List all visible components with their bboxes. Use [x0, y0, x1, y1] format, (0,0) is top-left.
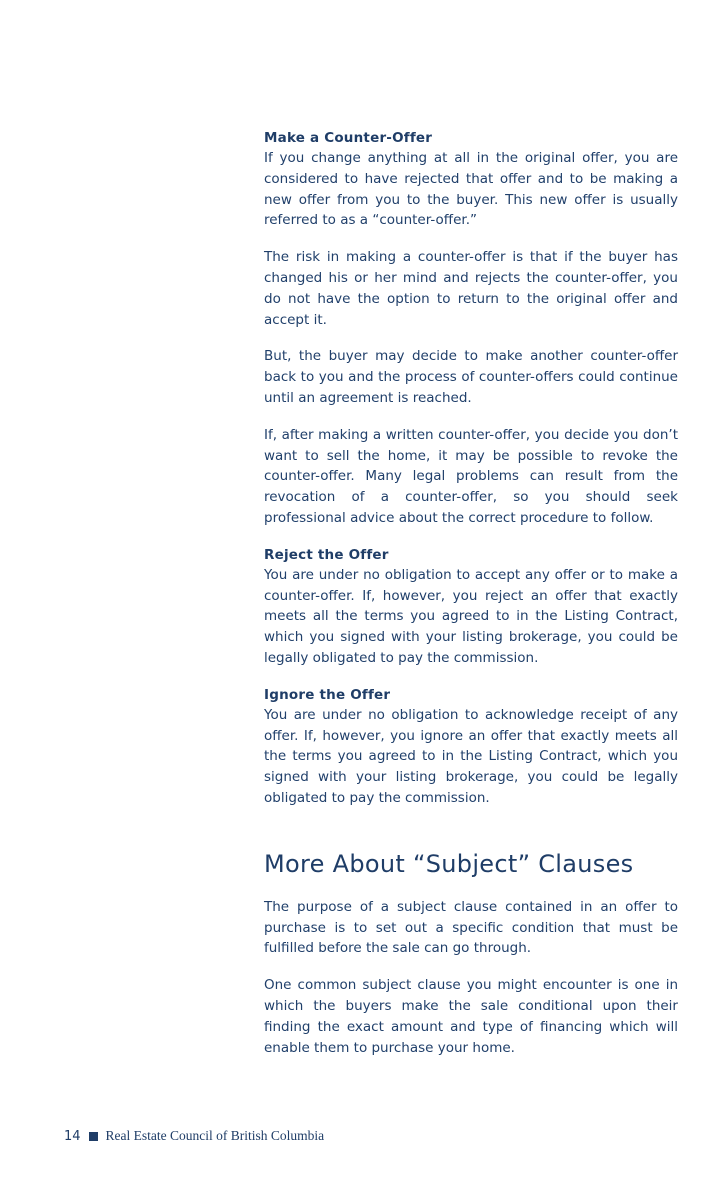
paragraph: You are under no obligation to accept any offer or to make a counter-offer. If, however, you reject an offer that exactly meets all the terms you agreed to in the Listing Contract, which you signed with your listing brokerage, you could be legally obligated to pay the commission.: [264, 566, 678, 666]
section-ignore-offer: [264, 685, 678, 809]
section-title: Ignore the Offer: [264, 686, 391, 703]
section-reject-offer: [264, 545, 678, 669]
section-counter-offer: [264, 128, 678, 529]
paragraph: The purpose of a subject clause contained in an offer to purchase is to set out a specific condition that must be fulfilled before the sale can go through.: [264, 898, 678, 957]
square-bullet-icon: [89, 1132, 98, 1141]
paragraph: One common subject clause you might encounter is one in which the buyers make the sale conditional upon their finding the exact amount and type of financing which will enable them to purchase your home.: [264, 977, 678, 1056]
paragraph: If you change anything at all in the original offer, you are considered to have rejected that offer and to be making a new offer from you to the buyer. This new offer is usually referred to as a “counter-offer.”: [264, 150, 678, 229]
organization-name: Real Estate Council of British Columbia: [105, 1128, 325, 1143]
paragraph: If, after making a written counter-offer, you decide you don’t want to sell the home, it may be possible to revoke the counter-offer. Many legal problems can result from the revocation of a counter-offer, so you should seek professional advice about the correct procedure to follow.: [264, 426, 678, 526]
paragraph: You are under no obligation to acknowledge receipt of any offer. If, however, you ignore an offer that exactly meets all the terms you agreed to in the Listing Contract, which you signed with your listing brokerage, you could be legally obligated to pay the commission.: [264, 706, 678, 806]
section-title: Reject the Offer: [264, 546, 389, 563]
page-footer: [64, 1128, 324, 1144]
paragraph: The risk in making a counter-offer is that if the buyer has changed his or her mind and rejects the counter-offer, you do not have the option to return to the original offer and accept it.: [264, 249, 678, 328]
subject-clauses-heading: More About “Subject” Clauses: [264, 849, 634, 878]
section-title: Make a Counter-Offer: [264, 130, 433, 146]
main-content: [264, 128, 678, 1074]
paragraph: But, the buyer may decide to make another counter-offer back to you and the process of counter-offers could continue until an agreement is reached.: [264, 348, 678, 406]
page-number: 14: [64, 1128, 81, 1144]
